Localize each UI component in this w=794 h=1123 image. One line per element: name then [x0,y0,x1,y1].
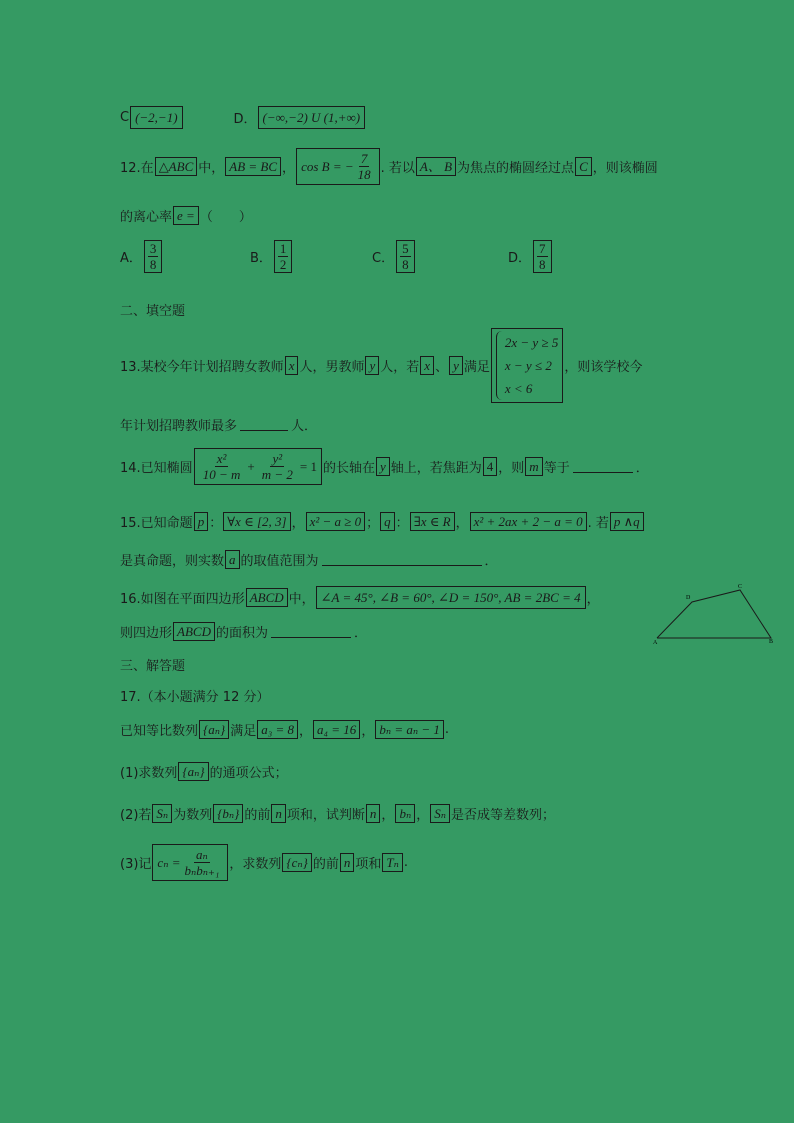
q13-text: 13.某校今年计划招聘女教师 [120,360,284,375]
q13-text: 满足 [463,360,490,375]
q12-option-c [372,240,508,273]
q16-line2 [120,622,367,641]
q14-eq: = 1 [299,459,317,474]
q11-c-math: (−2,−1) [130,106,182,129]
q12-text: ，则该椭圆 [592,161,658,176]
q17-line1 [120,720,449,739]
q12-math-ab: A、 B [416,157,456,176]
frac-num: 3 [149,241,157,256]
frac-num: 7 [539,241,546,256]
q12-option-b [250,240,372,273]
q16-answer-blank[interactable] [271,625,351,638]
q15-text: ； [366,516,380,531]
q16-text: ． [353,626,367,641]
q15-text: 是真命题，则实数 [120,554,225,569]
q12-option-d [508,240,554,273]
q14-text: 轴上，若焦距为 [390,461,482,476]
frac-den: 8 [402,257,409,272]
q17-header [120,686,269,705]
q12-text: . 若以 [380,161,415,176]
q12-math-c: C [575,157,592,176]
q13-line1 [120,328,642,403]
q15-line1 [120,512,645,531]
q15-prop-p: p [194,512,209,531]
q17-math: Sₙ [430,804,450,823]
q15-answer-blank[interactable] [322,553,482,566]
q17-math: Tₙ [382,853,403,872]
q12-cos-den: 18 [357,167,371,182]
q12-cos-frac [356,151,373,182]
frac-num: y² [272,451,283,466]
option-label: D． [508,251,532,266]
q12-line1 [120,148,658,185]
q15-text: ， [455,516,469,531]
q16-math: ABCD [246,588,288,607]
q14-text: 等于 [543,461,570,476]
q11-c-label: C [120,110,130,125]
q14-text: ． [635,461,649,476]
q17-text: 的通项公式； [209,766,288,781]
q12-triangle: △ABC [155,157,198,176]
q17-text: . [444,722,450,737]
frac-num: 1 [279,241,287,256]
q12-text: 为焦点的椭圆经过点 [457,161,575,176]
q15-line2 [120,550,498,569]
q17-text: 的前 [244,808,271,823]
q16-label-a: A [653,640,658,644]
option-frac [274,240,293,273]
q13-constraint-system [491,328,563,403]
q12-line2 [120,206,252,225]
q17-text: ， [381,808,395,823]
q12-answer-paren: （ ） [199,210,252,225]
frac-den: 8 [539,257,546,272]
q17-math: Sₙ [152,804,172,823]
q17-part2 [120,804,555,823]
q13-system [496,331,558,400]
q15-text: ： [395,516,409,531]
q15-math: p ∧q [610,512,644,531]
q16-line1 [120,586,600,609]
q16-text: 中， [288,592,315,607]
q17-math: {bₙ} [213,804,243,823]
q17-part1 [120,762,288,781]
q17-math: n [366,804,381,823]
q17-text: ，求数列 [229,857,282,872]
q13-line2 [120,415,317,434]
q17-text: . [403,855,409,870]
q15-text: ： [209,516,223,531]
q15-var-a: a [225,550,240,569]
q14-text: 的长轴在 [322,461,375,476]
q12-text: 的离心率 [120,210,173,225]
option-frac [144,240,163,273]
q12-text: ， [282,161,296,176]
q16-text: 则四边形 [120,626,173,641]
q14-line [120,448,649,485]
q12-math-e: e = [173,206,199,225]
q17-text: (2)若 [120,808,152,823]
q14-answer-blank[interactable] [573,460,633,473]
q14-var-m: m [525,457,542,476]
q11-d-label: D． [233,112,257,127]
q14-text: ，则 [498,461,525,476]
q17-math: {aₙ} [178,762,208,781]
q15-text: . 若 [587,516,609,531]
q17-math: n [340,853,355,872]
option-frac [396,240,415,273]
q13-constraint: 2x − y ≥ 5 [504,335,559,350]
q12-cos-left: cos B = − [301,159,354,174]
q17-heading: 17.（本小题满分 12 分） [120,690,270,705]
q17-part3 [120,844,408,881]
q13-text: ，则该学校今 [564,360,643,375]
q17-math: {aₙ} [199,720,229,739]
q12-option-a [120,240,250,273]
q17-math: a₃ = 8 [257,720,298,739]
q13-text: 人，若 [380,360,420,375]
q13-var-x: x [285,356,299,375]
q17-cn-def [152,844,228,881]
q12-math-ab-bc: AB = BC [225,157,281,176]
q14-ellipse-eq [194,448,322,485]
section-title: 二、填空题 [120,304,186,319]
option-frac [533,240,552,273]
q17-text: ， [361,724,375,739]
q16-math: ABCD [173,622,215,641]
q13-var-x: x [420,356,434,375]
q17-cn-frac [182,847,221,878]
frac-num: 5 [402,241,409,256]
q12-text: 12.在 [120,161,154,176]
q12-options [120,240,554,273]
q13-text: 年计划招聘教师最多 [120,419,238,434]
q13-text: 人，男教师 [299,360,365,375]
q14-frac-x [201,451,243,482]
q12-cos-num: 7 [360,151,368,166]
q15-prop-q: q [380,512,395,531]
q15-text: ， [291,516,305,531]
q17-cn-lhs: cₙ = [157,855,181,870]
q14-plus: + [247,459,255,474]
q15-text: 的取值范围为 [240,554,319,569]
q13-var-y: y [449,356,463,375]
q16-label-c: C [738,584,743,590]
q13-text: 人． [291,419,318,434]
q15-math: x² − a ≥ 0 [306,512,366,531]
q15-text: 15.已知命题 [120,516,193,531]
frac-num: aₙ [196,847,208,862]
option-label: C． [372,251,395,266]
q17-text: (1)求数列 [120,766,178,781]
q17-text: 的前 [312,857,339,872]
q17-text: 是否成等差数列； [451,808,556,823]
q12-text: 中， [198,161,225,176]
q13-constraint: x < 6 [504,381,533,396]
q12-cos-box [296,148,380,185]
q11-d-math: (−∞,−2) U (1,+∞) [258,106,366,129]
section-fill-in-title [120,300,185,319]
q11-options [120,106,366,129]
q17-math: {cₙ} [282,853,311,872]
q17-text: 为数列 [173,808,213,823]
frac-num: x² [216,451,227,466]
q17-text: 项和，试判断 [286,808,365,823]
q17-math: bₙ [395,804,415,823]
q17-text: ， [299,724,313,739]
frac-den: bₙbₙ₊₁ [184,863,220,878]
q15-math: x² + 2ax + 2 − a = 0 [470,512,587,531]
q17-text: 已知等比数列 [120,724,199,739]
q14-var-y: y [376,457,390,476]
q17-math: n [271,804,286,823]
q16-label-d: D [686,595,691,601]
frac-den: m − 2 [261,467,293,482]
frac-den: 2 [279,257,287,272]
q16-text: ， [586,592,600,607]
q16-text: 16.如图在平面四边形 [120,592,245,607]
q17-math: a₄ = 16 [313,720,360,739]
q16-figure-outline [657,590,771,638]
q14-focal: 4 [483,457,498,476]
q17-text: 项和 [355,857,382,872]
q13-constraint: x − y ≤ 2 [504,358,552,373]
section-title: 三、解答题 [120,659,186,674]
q16-quadrilateral-figure [650,582,780,644]
q16-label-b: B [769,639,774,644]
q16-text: 的面积为 [215,626,268,641]
section-solution-title [120,655,185,674]
frac-den: 8 [149,257,157,272]
q14-text: 14.已知椭圆 [120,461,193,476]
q15-text: ． [484,554,498,569]
q15-math: ∀x ∈ [2, 3] [223,512,290,531]
option-label: B． [250,251,272,266]
q17-text: 满足 [230,724,257,739]
q15-math: ∃x ∈ R [410,512,455,531]
q13-answer-blank[interactable] [240,418,288,431]
q17-text: ， [416,808,430,823]
frac-den: 10 − m [202,467,241,482]
q17-text: (3)记 [120,857,152,872]
q14-frac-y [260,451,295,482]
q13-text: 、 [435,360,449,375]
q13-var-y: y [365,356,379,375]
q17-math: bₙ = aₙ − 1 [375,720,444,739]
option-label: A． [120,251,142,266]
q16-math: ∠A = 45°, ∠B = 60°, ∠D = 150°, AB = 2BC = 4 [316,586,586,609]
